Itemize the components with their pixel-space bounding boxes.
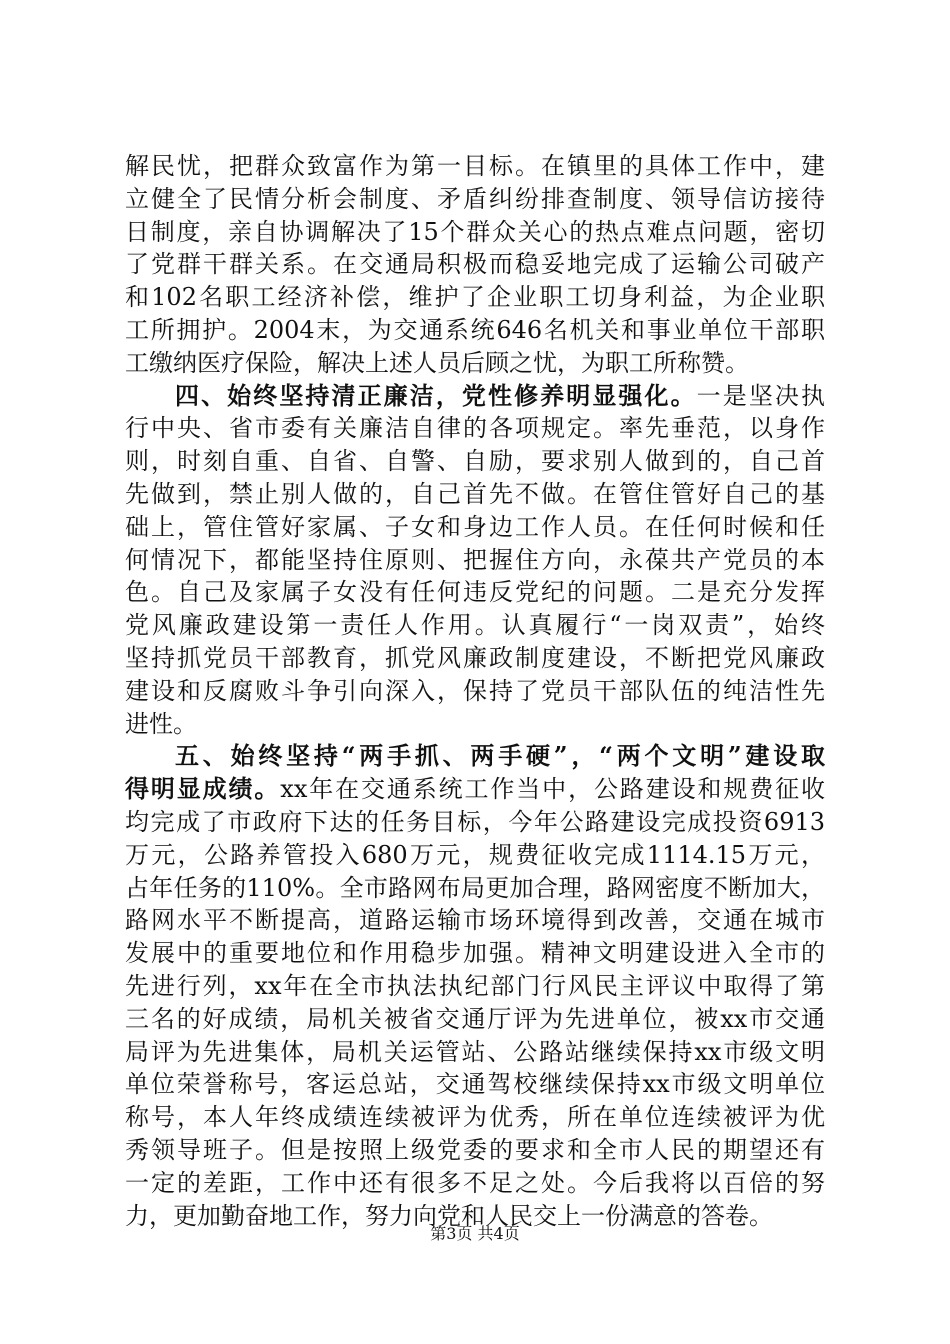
text-line: 坚持抓党员干部教育，抓党风廉政制度建设，不断把党风廉政 <box>125 643 825 672</box>
text-line: 色。自己及家属子女没有任何违反党纪的问题。二是充分发挥 <box>125 578 825 607</box>
text-line: 万元，公路养管投入680万元，规费征收完成1114.15万元， <box>125 840 825 869</box>
text-line <box>125 773 825 806</box>
document-body <box>125 150 825 1232</box>
text-line: 进性。 <box>125 709 197 738</box>
paragraph-section-five <box>125 740 825 1232</box>
text-line: 了党群干群关系。在交通局积极而稳妥地完成了运输公司破产 <box>125 250 825 279</box>
text-line: 础上，管住管好家属、子女和身边工作人员。在任何时候和任 <box>125 512 825 541</box>
text-line: 工所拥护。2004末，为交通系统646名机关和事业单位干部职 <box>125 315 825 344</box>
text-span: 一是坚决执 <box>696 381 826 410</box>
text-line: 工缴纳医疗保险，解决上述人员后顾之忧，为职工所称赞。 <box>125 348 749 377</box>
section-heading: 四、始终坚持清正廉洁，党性修养明显强化。 <box>175 380 697 410</box>
text-line: 日制度，亲自协调解决了15个群众关心的热点难点问题，密切 <box>125 217 825 246</box>
text-line: 和102名职工经济补偿，维护了企业职工切身利益，为企业职 <box>125 283 825 312</box>
text-line: 先进行列，xx年在全市执法执纪部门行风民主评议中取得了第 <box>125 971 825 1000</box>
text-line: 何情况下，都能坚持住原则、把握住方向，永葆共产党员的本 <box>125 545 825 574</box>
text-line: 路网水平不断提高，道路运输市场环境得到改善，交通在城市 <box>125 906 825 935</box>
text-line: 称号，本人年终成绩连续被评为优秀，所在单位连续被评为优 <box>125 1103 825 1132</box>
section-heading: 五、始终坚持“两手抓、两手硬”，“两个文明”建设取 <box>175 741 825 771</box>
text-span: xx年在交通系统工作当中，公路建设和规费征收 <box>280 775 825 804</box>
text-line: 先做到，禁止别人做的，自己首先不做。在管住管好自己的基 <box>125 479 825 508</box>
text-line: 行中央、省市委有关廉洁自律的各项规定。率先垂范，以身作 <box>125 414 825 443</box>
text-line: 建设和反腐败斗争引向深入，保持了党员干部队伍的纯洁性先 <box>125 676 825 705</box>
text-line: 力，更加勤奋地工作，努力向党和人民交上一份满意的答卷。 <box>125 1201 773 1230</box>
text-line: 立健全了民情分析会制度、矛盾纠纷排查制度、领导信访接待 <box>125 184 825 213</box>
text-line: 秀领导班子。但是按照上级党委的要求和全市人民的期望还有 <box>125 1135 825 1164</box>
paragraph-continuation <box>125 150 825 380</box>
text-line: 党风廉政建设第一责任人作用。认真履行“一岗双责”，始终 <box>125 611 825 640</box>
text-line: 均完成了市政府下达的任务目标，今年公路建设完成投资6913 <box>125 807 825 836</box>
text-line: 局评为先进集体，局机关运管站、公路站继续保持xx市级文明 <box>125 1037 825 1066</box>
text-line: 发展中的重要地位和作用稳步加强。精神文明建设进入全市的 <box>125 939 825 968</box>
text-line: 一定的差距，工作中还有很多不足之处。今后我将以百倍的努 <box>125 1168 825 1197</box>
text-line <box>125 380 825 413</box>
text-line: 三名的好成绩，局机关被省交通厅评为先进单位，被xx市交通 <box>125 1004 825 1033</box>
page-number-footer: 第3页 共4页 <box>430 1224 520 1243</box>
section-heading-end: 得明显成绩。 <box>125 774 281 804</box>
paragraph-section-four <box>125 380 825 741</box>
text-line: 占年任务的110%。全市路网布局更加合理，路网密度不断加大， <box>125 873 825 902</box>
text-line: 则，时刻自重、自省、自警、自励，要求别人做到的，自己首 <box>125 447 825 476</box>
text-line: 单位荣誉称号，客运总站，交通驾校继续保持xx市级文明单位 <box>125 1070 825 1099</box>
text-line: 解民忧，把群众致富作为第一目标。在镇里的具体工作中，建 <box>125 152 825 180</box>
